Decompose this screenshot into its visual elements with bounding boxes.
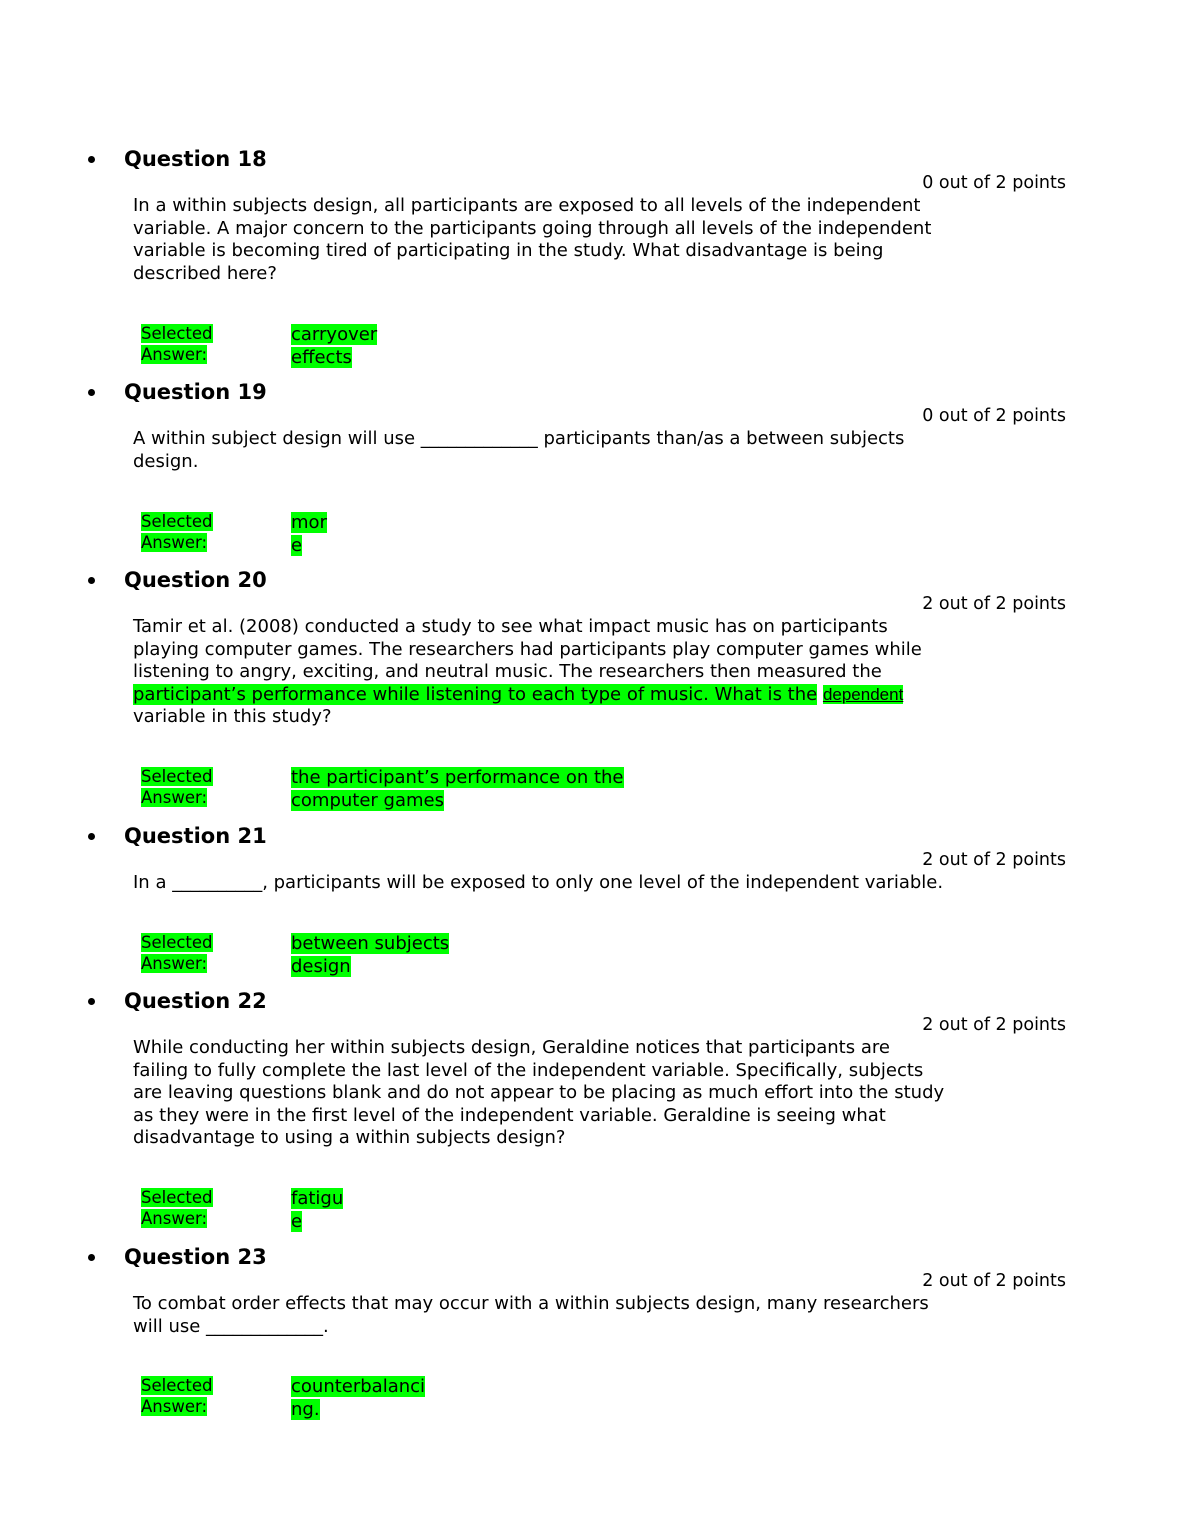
question-text-line: are leaving questions blank and do not appear to be placing as much effort into the study — [133, 1082, 945, 1104]
question-text — [133, 1293, 1018, 1338]
question-title: Question 23 — [124, 1245, 267, 1269]
question-points: 0 out of 2 points — [922, 173, 1066, 193]
selected-answer-label-line: Answer: — [141, 345, 208, 364]
question-text-line: variable. A major concern to the participants going through all levels of the independent — [133, 217, 932, 239]
selected-answer-line: e — [291, 1211, 303, 1232]
question-points: 2 out of 2 points — [922, 1015, 1066, 1035]
question-text-segment: participant’s performance while listening to each type of music. What is the — [133, 683, 818, 705]
bullet-icon — [88, 998, 95, 1005]
selected-answer-line: computer games — [291, 790, 444, 811]
bullet-icon — [88, 1254, 95, 1261]
selected-answer-line: fatigu — [291, 1188, 344, 1209]
selected-answer-label — [141, 511, 213, 553]
selected-answer-label — [141, 1375, 213, 1417]
question-points: 0 out of 2 points — [922, 406, 1066, 426]
selected-answer-line: between subjects — [291, 933, 450, 954]
selected-answer-value — [291, 932, 449, 978]
selected-answer-label — [141, 932, 213, 974]
selected-answer-label-line: Selected — [141, 767, 213, 786]
selected-answer-label-line: Answer: — [141, 533, 208, 552]
bullet-icon — [88, 577, 95, 584]
question-text — [133, 428, 1018, 473]
selected-answer-line: effects — [291, 347, 352, 368]
selected-answer-label-line: Selected — [141, 1376, 213, 1395]
question-text-line — [133, 684, 1018, 707]
bullet-icon — [88, 389, 95, 396]
question-text-line: Tamir et al. (2008) conducted a study to see what impact music has on participants — [133, 616, 888, 637]
question-text — [133, 872, 1018, 895]
selected-answer-label — [141, 766, 213, 808]
selected-answer-label-line: Selected — [141, 324, 213, 343]
question-text-line: A within subject design will use _____________ participants than/as a between subjects — [133, 428, 905, 449]
selected-answer-label — [141, 1187, 213, 1229]
selected-answer-line: e — [291, 535, 303, 556]
question-title: Question 22 — [124, 989, 267, 1013]
question-title: Question 19 — [124, 380, 267, 404]
selected-answer-value — [291, 766, 624, 812]
question-text-line: playing computer games. The researchers had participants play computer games while — [133, 638, 922, 660]
selected-answer-line: the participant’s performance on the — [291, 767, 624, 788]
question-points: 2 out of 2 points — [922, 594, 1066, 614]
question-points: 2 out of 2 points — [922, 850, 1066, 870]
selected-answer-label-line: Answer: — [141, 788, 208, 807]
question-text-line: as they were in the first level of the independent variable. Geraldine is seeing what — [133, 1104, 886, 1126]
selected-answer-label-line: Answer: — [141, 954, 208, 973]
question-text — [133, 1037, 1018, 1150]
question-text-line: design. — [133, 450, 199, 472]
selected-answer-line: design — [291, 956, 351, 977]
question-title: Question 21 — [124, 824, 267, 848]
bullet-icon — [88, 156, 95, 163]
question-text-line: described here? — [133, 262, 277, 284]
question-text — [133, 195, 1018, 285]
question-text-line: In a within subjects design, all participants are exposed to all levels of the independent — [133, 195, 921, 216]
selected-answer-label-line: Selected — [141, 512, 213, 531]
question-title: Question 18 — [124, 147, 267, 171]
question-text-line: listening to angry, exciting, and neutral music. The researchers then measured the — [133, 661, 882, 683]
selected-answer-line: counterbalanci — [291, 1376, 426, 1397]
question-title: Question 20 — [124, 568, 267, 592]
selected-answer-value — [291, 323, 377, 369]
question-text-line: variable is becoming tired of participating in the study. What disadvantage is being — [133, 240, 884, 262]
question-text-line: disadvantage to using a within subjects design? — [133, 1127, 566, 1149]
selected-answer-line: carryover — [291, 324, 378, 345]
question-text-line: will use _____________. — [133, 1315, 329, 1337]
underlined-word: dependent — [822, 684, 904, 704]
selected-answer-label-line: Answer: — [141, 1397, 208, 1416]
question-text-line: In a __________, participants will be exposed to only one level of the independent variable. — [133, 872, 944, 893]
selected-answer-line: ng. — [291, 1399, 320, 1420]
selected-answer-value — [291, 1375, 425, 1421]
question-text-line: To combat order effects that may occur with a within subjects design, many researchers — [133, 1293, 929, 1314]
selected-answer-line: mor — [291, 512, 327, 533]
selected-answer-label-line: Selected — [141, 1188, 213, 1207]
question-text-line: failing to fully complete the last level of the independent variable. Specifically, subjects — [133, 1059, 924, 1081]
selected-answer-label — [141, 323, 213, 365]
question-text-line: While conducting her within subjects design, Geraldine notices that participants are — [133, 1037, 890, 1058]
question-text-line: variable in this study? — [133, 706, 332, 728]
selected-answer-label-line: Selected — [141, 933, 213, 952]
question-points: 2 out of 2 points — [922, 1271, 1066, 1291]
selected-answer-value — [291, 511, 327, 557]
bullet-icon — [88, 833, 95, 840]
question-text — [133, 616, 1018, 729]
selected-answer-label-line: Answer: — [141, 1209, 208, 1228]
selected-answer-value — [291, 1187, 343, 1233]
